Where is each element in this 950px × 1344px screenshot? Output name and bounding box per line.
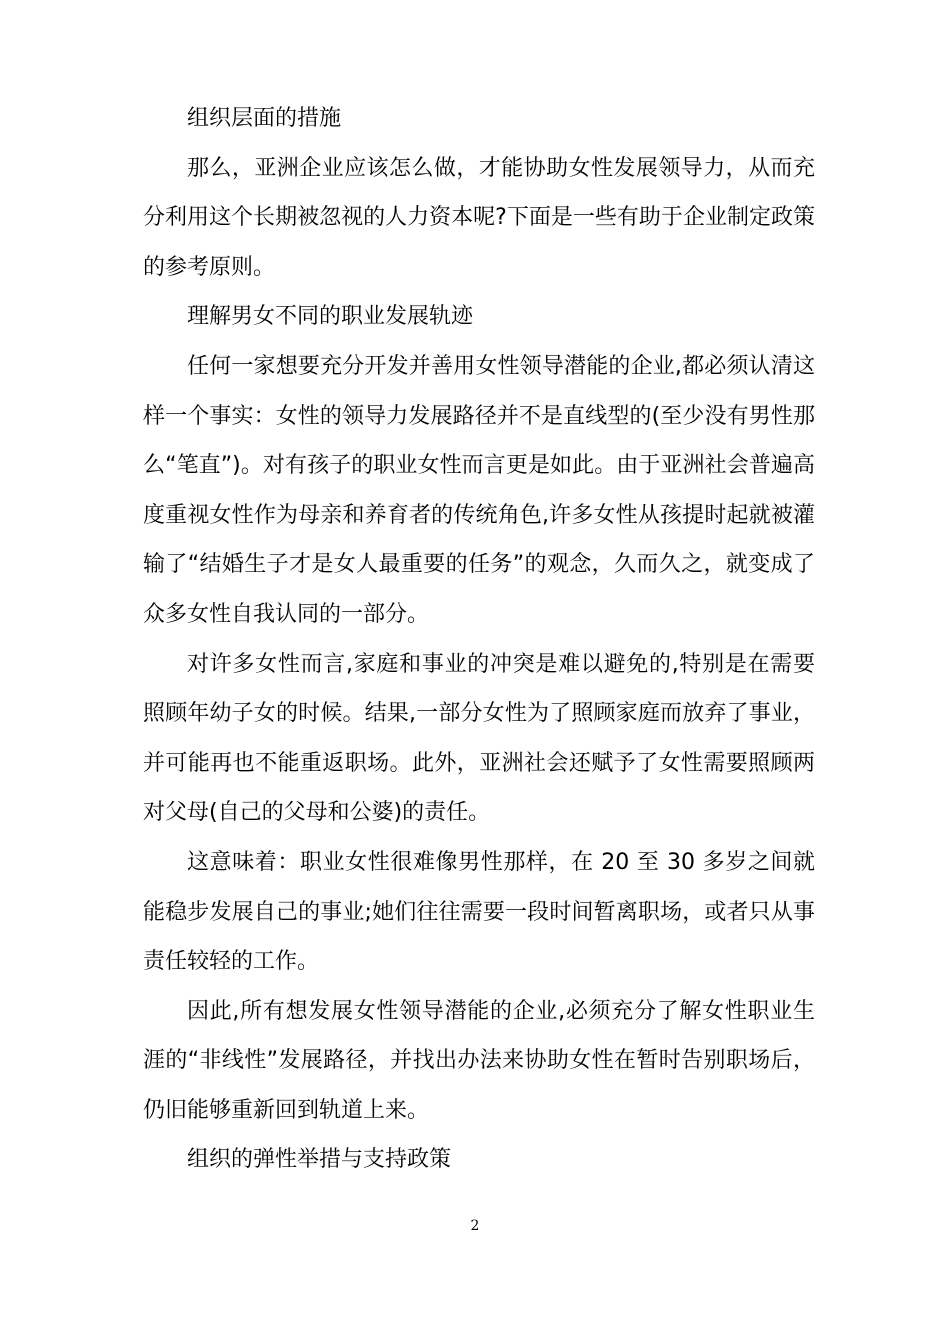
body-paragraph: 那么，亚洲企业应该怎么做，才能协助女性发展领导力，从而充分利用这个长期被忽视的人力资本呢?下面是一些有助于企业制定政策的参考原则。 [143, 155, 815, 280]
body-paragraph: 这意味着：职业女性很难像男性那样，在 20 至 30 多岁之间就能稳步发展自己的事业;她们往往需要一段时间暂离职场，或者只从事责任较轻的工作。 [143, 849, 815, 975]
body-paragraph: 因此,所有想发展女性领导潜能的企业,必须充分了解女性职业生涯的“非线性”发展路径，并找出办法来协助女性在暂时告别职场后，仍旧能够重新回到轨道上来。 [143, 998, 815, 1123]
section-heading: 组织的弹性举措与支持政策 [187, 1147, 452, 1173]
body-paragraph: 任何一家想要充分开发并善用女性领导潜能的企业,都必须认清这样一个事实：女性的领导力发展路径并不是直线型的(至少没有男性那么“笔直”)。对有孩子的职业女性而言更是如此。由于亚洲社会普遍高度重视女性作为母亲和养育者的传统角色,许多女性从孩提时起就被灌输了“结婚生子才是女人最重要的任务”的观念，久而久之，就变成了众多女性自我认同的一部分。 [143, 353, 815, 627]
body-paragraph: 对许多女性而言,家庭和事业的冲突是难以避免的,特别是在需要照顾年幼子女的时候。结果,一部分女性为了照顾家庭而放弃了事业，并可能再也不能重返职场。此外，亚洲社会还赋予了女性需要照顾两对父母(自己的父母和公婆)的责任。 [143, 651, 815, 826]
section-heading: 理解男女不同的职业发展轨迹 [187, 304, 474, 330]
section-heading: 组织层面的措施 [187, 106, 342, 131]
page-number: 2 [470, 1218, 480, 1234]
page-body [143, 94, 815, 1185]
